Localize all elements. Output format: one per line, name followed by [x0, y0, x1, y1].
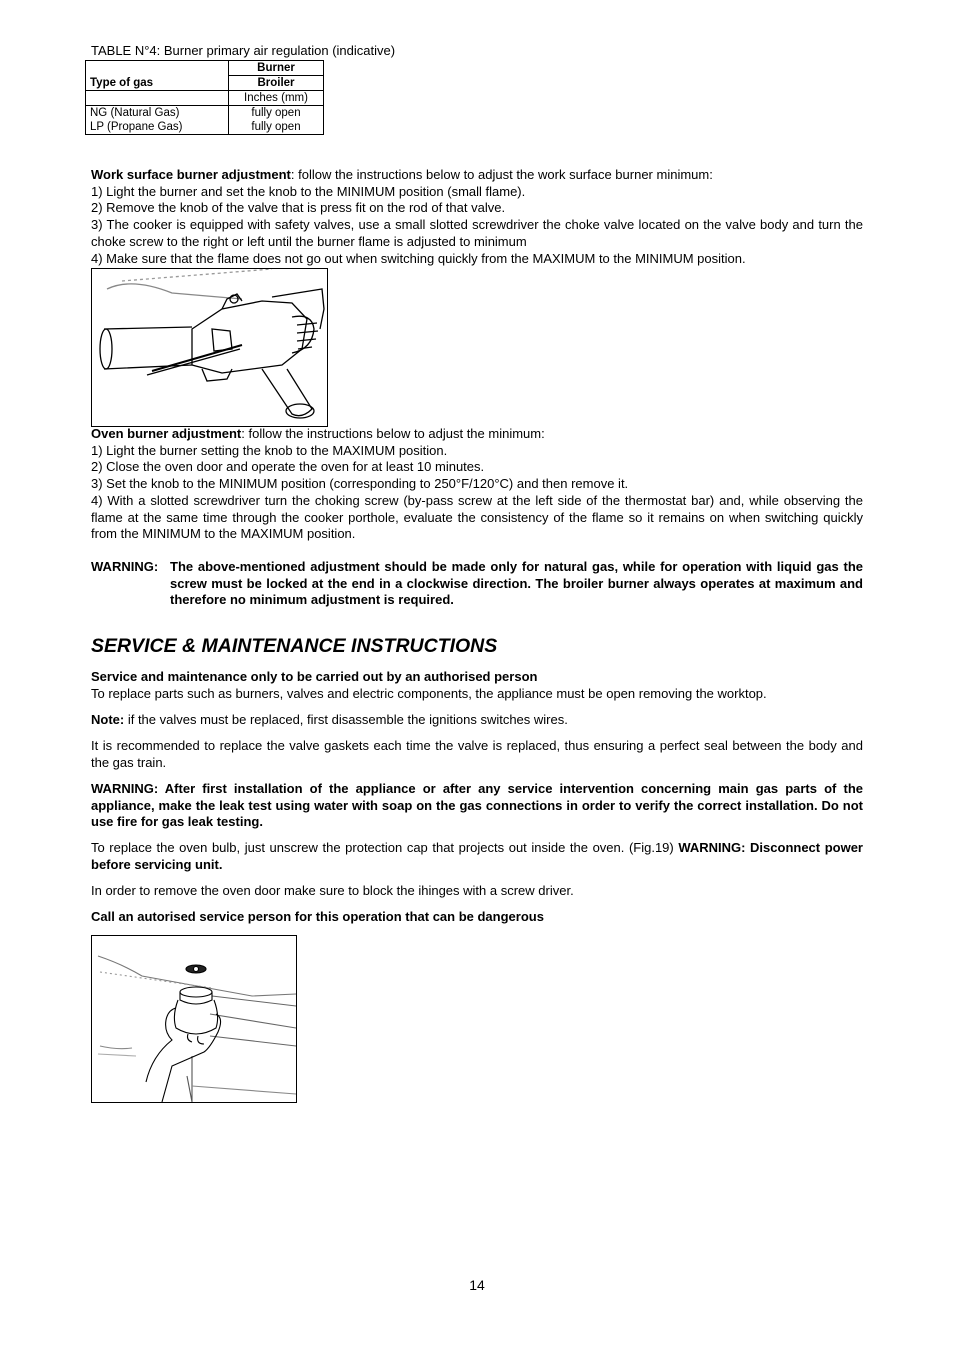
- air-regulation-table: [85, 60, 324, 135]
- oven-intro: [91, 426, 863, 443]
- work-surface-intro-text: : follow the instructions below to adjust the work surface burner minimum:: [290, 167, 713, 182]
- oven-bulb-para: [91, 840, 863, 873]
- work-surface-section: [91, 167, 863, 267]
- service-heading: SERVICE & MAINTENANCE INSTRUCTIONS: [91, 635, 498, 657]
- work-surface-step-4: 4) Make sure that the flame does not go out when switching quickly from the MAXIMUM to the MINIMUM position.: [91, 250, 746, 266]
- oven-bulb-drawing: [92, 936, 296, 1102]
- oven-step-3: 3) Set the knob to the MINIMUM position (corresponding to 250°F/120°C) and then remove it.: [91, 476, 629, 492]
- page-number: 14: [469, 1277, 485, 1293]
- service-subheading: Service and maintenance only to be carried out by an authorised person: [91, 669, 538, 684]
- leak-test-warning: WARNING: After first installation of the appliance or after any service intervention concerning main gas parts of the appliance, make the leak test using water with soap on the gas connections in order to verify the correct installation. Do not use fire for gas leak testing.: [91, 781, 863, 830]
- oven-bulb-text: To replace the oven bulb, just unscrew the protection cap that projects out inside the oven. (Fig.19): [91, 840, 679, 855]
- service-note: [91, 712, 863, 729]
- note-text: if the valves must be replaced, first disassemble the ignitions switches wires.: [124, 712, 568, 727]
- table-row-gas: LP (Propane Gas): [86, 120, 229, 135]
- adjustment-warning: [91, 559, 863, 609]
- table-head-burner: Burner: [229, 61, 324, 76]
- table-row-gas: NG (Natural Gas): [86, 106, 229, 121]
- valve-drawing: [92, 269, 327, 426]
- work-surface-step-3: 3) The cooker is equipped with safety valves, use a small slotted screwdriver the choke valve located on the valve body and turn the choke screw to the right or left until the burner flame is adjusted to minimum: [91, 217, 863, 249]
- oven-bulb-figure: [91, 935, 297, 1103]
- warning-label: WARNING:: [91, 559, 159, 574]
- table-head-broiler: Broiler: [229, 76, 324, 91]
- warning-text: The above-mentioned adjustment should be made only for natural gas, while for operation with liquid gas the screw must be locked at the end in a clockwise direction. The broiler burner always operates at maximum and therefore no minimum adjustment is required.: [170, 559, 863, 608]
- oven-bulb-warning: WARNING: Disconnect power before servicing unit.: [91, 840, 863, 872]
- table-row-value: fully open: [229, 120, 324, 135]
- service-para-worktop: To replace parts such as burners, valves and electric components, the appliance must be open removing the worktop.: [91, 686, 767, 701]
- oven-intro-text: : follow the instructions below to adjust the minimum:: [241, 426, 545, 441]
- oven-step-1: 1) Light the burner setting the knob to the MAXIMUM position.: [91, 442, 448, 458]
- work-surface-intro: [91, 167, 863, 184]
- table-empty-cell: [86, 91, 229, 106]
- oven-section: [91, 426, 863, 543]
- oven-door-para: In order to remove the oven door make sure to block the ihinges with a screw driver.: [91, 883, 574, 898]
- oven-step-2: 2) Close the oven door and operate the oven for at least 10 minutes.: [91, 459, 485, 475]
- service-para-gaskets: It is recommended to replace the valve gaskets each time the valve is replaced, thus ensuring a perfect seal between the body and the gas train.: [91, 738, 863, 770]
- work-surface-label: Work surface burner adjustment: [91, 167, 291, 182]
- table-head-type: Type of gas: [86, 76, 229, 91]
- oven-label: Oven burner adjustment: [91, 426, 242, 441]
- table-caption: TABLE N°4: Burner primary air regulation (indicative): [91, 43, 396, 58]
- work-surface-step-2: 2) Remove the knob of the valve that is press fit on the rod of that valve.: [91, 200, 506, 216]
- service-call-note: Call an autorised service person for this operation that can be dangerous: [91, 909, 544, 924]
- oven-step-4: 4) With a slotted screwdriver turn the choking screw (by-pass screw at the left side of the thermostat bar) and, while observing the flame at the same time through the cooker porthole, evaluate the consistency of the flame so it remains on when switching quickly from the MINIMUM to the MAXIMUM position.: [91, 492, 863, 542]
- work-surface-step-1: 1) Light the burner and set the knob to the MINIMUM position (small flame).: [91, 183, 526, 199]
- note-label: Note:: [91, 712, 125, 727]
- valve-adjustment-figure: [91, 268, 328, 427]
- table-row-value: fully open: [229, 106, 324, 121]
- table-empty-cell: [86, 61, 229, 76]
- table-unit: Inches (mm): [229, 91, 324, 106]
